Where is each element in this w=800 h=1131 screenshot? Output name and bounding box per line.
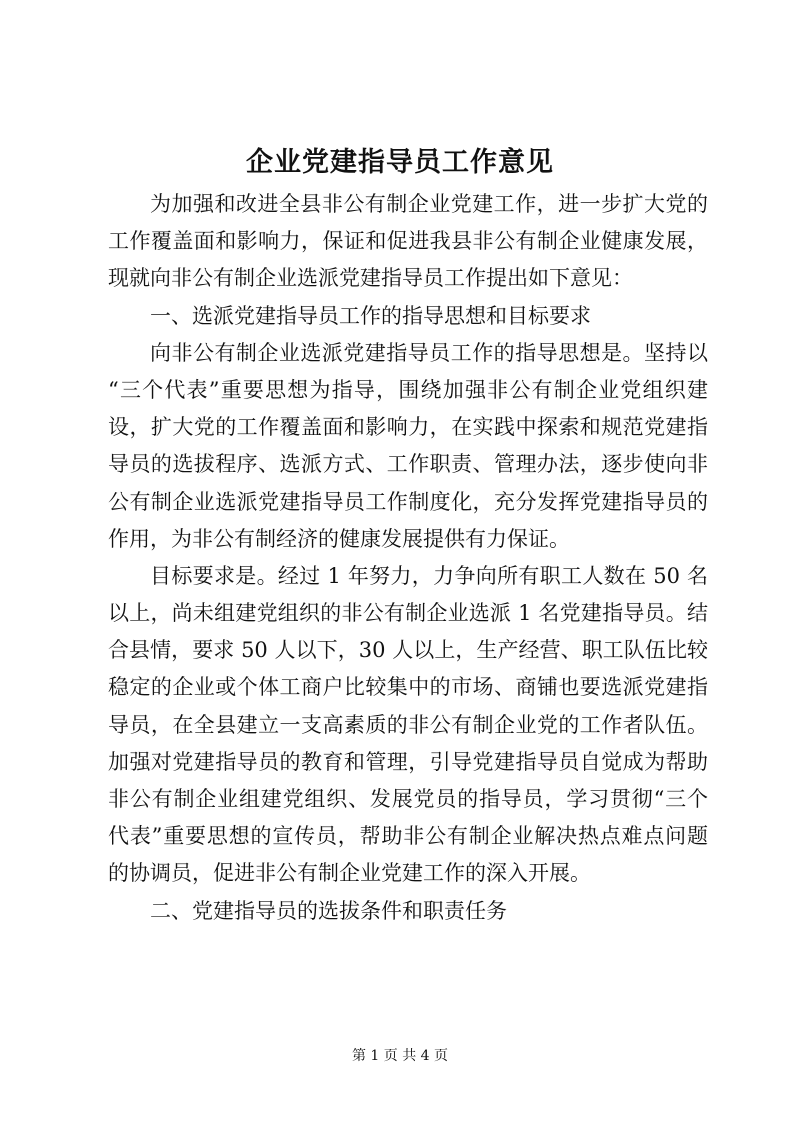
document-title: 企业党建指导员工作意见 [246,147,554,178]
document-body [108,186,708,930]
paragraph-line: 导员，在全县建立一支高素质的非公有制企业党的工作者队伍。 [108,712,708,737]
paragraph-line: “三个代表”重要思想为指导，围绕加强非公有制企业党组织建 [108,377,708,402]
paragraph-line: 为加强和改进全县非公有制企业党建工作，进一步扩大党的 [150,192,708,216]
paragraph-line: 加强对党建指导员的教育和管理，引导党建指导员自觉成为帮助 [108,749,708,774]
page-footer: 第 1 页 共 4 页 [351,1048,449,1064]
paragraph-line: 非公有制企业组建党组织、发展党员的指导员，学习贯彻“三个 [108,787,708,811]
paragraph-line: 向非公有制企业选派党建指导员工作的指导思想是。坚持以 [150,340,708,365]
section-heading: 一、选派党建指导员工作的指导思想和目标要求 [150,303,591,328]
paragraph-line: 稳定的企业或个体工商户比较集中的市场、商铺也要选派党建指 [108,675,708,700]
paragraph-line: 工作覆盖面和影响力，保证和促进我县非公有制企业健康发展， [108,229,708,254]
paragraph-line: 的协调员，促进非公有制企业党建工作的深入开展。 [108,861,591,886]
paragraph-line: 现就向非公有制企业选派党建指导员工作提出如下意见： [108,266,633,291]
paragraph-line: 公有制企业选派党建指导员工作制度化，充分发挥党建指导员的 [108,489,708,514]
paragraph-line: 导员的选拔程序、选派方式、工作职责、管理办法，逐步使向非 [108,452,708,477]
paragraph-line: 设，扩大党的工作覆盖面和影响力，在实践中探索和规范党建指 [108,415,708,440]
section-heading: 二、党建指导员的选拔条件和职责任务 [150,898,507,923]
paragraph-line: 合县情，要求 50 人以下，30 人以上，生产经营、职工队伍比较 [108,638,708,663]
paragraph-line: 作用，为非公有制经济的健康发展提供有力保证。 [108,526,570,551]
paragraph-line: 目标要求是。经过 1 年努力，力争向所有职工人数在 50 名 [150,563,708,588]
paragraph-line: 以上，尚未组建党组织的非公有制企业选派 1 名党建指导员。结 [108,601,708,626]
paragraph-line: 代表”重要思想的宣传员，帮助非公有制企业解决热点难点问题 [108,824,708,849]
